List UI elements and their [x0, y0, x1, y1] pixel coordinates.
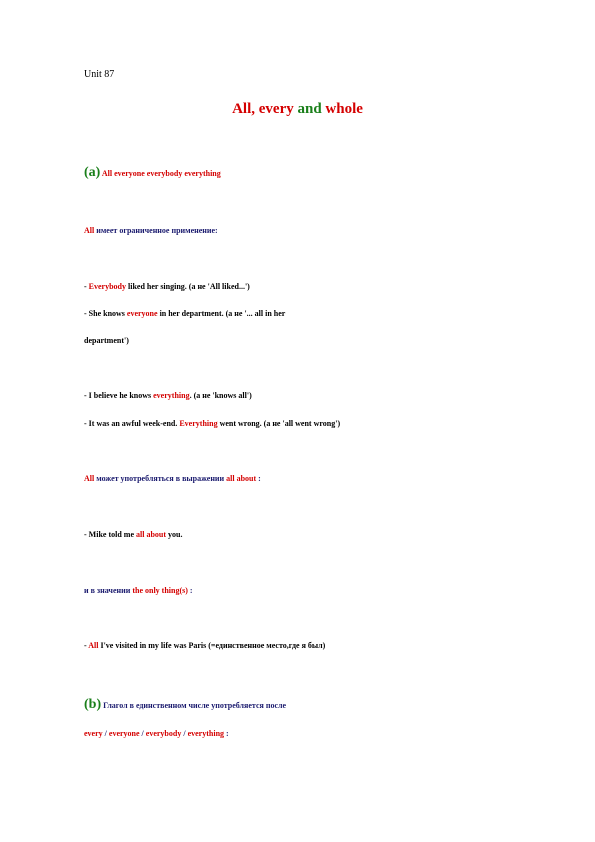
section-a-words: All everyone everybody everything — [101, 169, 221, 178]
example-1 — [84, 282, 250, 292]
section-a-heading — [84, 165, 221, 182]
ex1-word: Everybody — [88, 282, 127, 291]
line-only-thing — [84, 586, 193, 596]
line-every-list — [84, 729, 229, 739]
example-6 — [84, 641, 325, 651]
ex2-pre: - She knows — [84, 309, 127, 318]
ex3-pre: - I believe he knows — [84, 391, 154, 400]
word-all: All — [84, 474, 95, 483]
ex5-pre: - Mike told me — [84, 530, 136, 539]
phrase-all-about: all about — [226, 474, 257, 483]
word-everyone: everyone — [108, 729, 140, 738]
sep: / — [139, 729, 146, 738]
text-expression: может употребляться в выражении — [94, 474, 227, 483]
section-b-letter: (b) — [84, 697, 102, 712]
section-a-letter: (a) — [84, 165, 101, 180]
ex4-pre: - It was an awful week-end. — [84, 419, 180, 428]
page-title — [0, 99, 595, 119]
ex1-rest: liked her singing. (a не 'All liked...') — [126, 282, 250, 291]
title-comma: , — [251, 101, 255, 117]
sep: / — [181, 729, 188, 738]
text-colon: : — [224, 729, 229, 738]
ex6-pre: - — [84, 641, 89, 650]
ex4-word: Everything — [179, 419, 218, 428]
text-colon: : — [187, 586, 193, 595]
section-b-text: Глагол в единственном числе употребляется после — [101, 701, 287, 710]
word-all: All — [84, 226, 95, 235]
example-4 — [84, 419, 340, 429]
title-and: and — [297, 101, 322, 117]
title-all: All — [232, 101, 252, 117]
ex2-word: everyone — [126, 309, 158, 318]
word-everything: everything — [187, 729, 225, 738]
ex5-rest: you. — [166, 530, 183, 539]
ex2-rest: in her department. (a не '... all in her — [157, 309, 286, 318]
word-every: every — [84, 729, 103, 738]
section-b-heading — [84, 697, 286, 714]
example-2-continued: department') — [84, 336, 129, 345]
ex1-pre: - — [84, 282, 89, 291]
text-colon: : — [256, 474, 261, 483]
title-every: every — [258, 101, 294, 117]
ex4-rest: went wrong. (a не 'all went wrong') — [217, 419, 341, 428]
ex3-rest: . (a не 'knows all') — [189, 391, 252, 400]
line-all-about — [84, 474, 261, 484]
text-meaning: и в значении — [84, 586, 133, 595]
example-3 — [84, 391, 252, 401]
ex6-word: All — [88, 641, 99, 650]
example-2 — [84, 309, 285, 319]
title-whole: whole — [325, 101, 363, 117]
word-everybody: everybody — [145, 729, 182, 738]
ex5-phrase: all about — [136, 530, 167, 539]
example-5 — [84, 530, 182, 540]
ex6-rest: I've visited in my life was Paris (=единственное место,где я был) — [98, 641, 326, 650]
unit-label: Unit 87 — [84, 69, 115, 80]
text-limited: имеет ограниченное применение: — [94, 226, 218, 235]
phrase-only-thing: the only thing(s) — [132, 586, 188, 595]
sep: / — [102, 729, 109, 738]
line-all-limited — [84, 226, 218, 236]
ex3-word: everything — [153, 391, 190, 400]
